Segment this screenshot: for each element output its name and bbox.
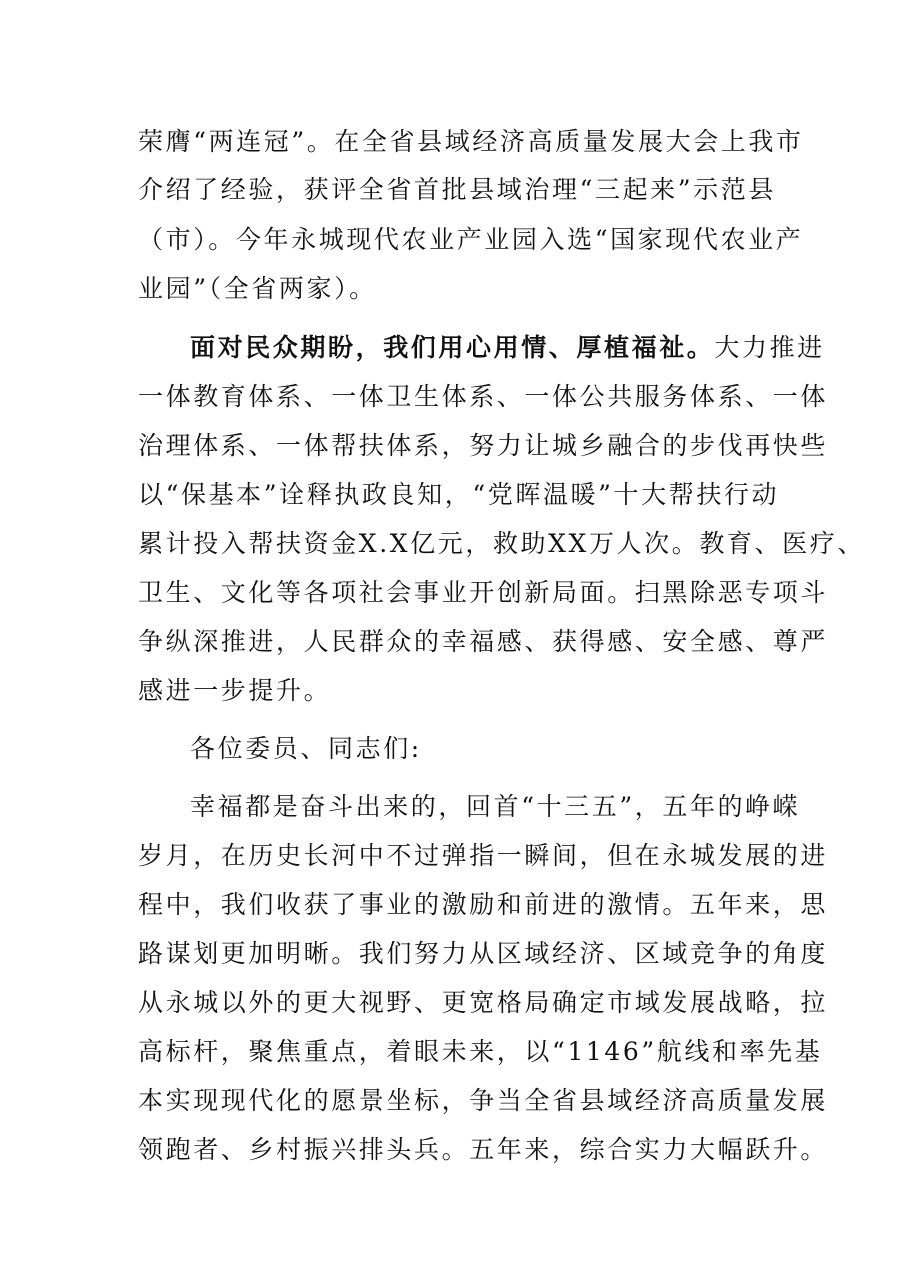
text-line: 累计投入帮扶资金X.X亿元，救助XX万人次。教育、医疗、 (138, 529, 865, 558)
bold-lead-sentence: 面对民众期盼，我们用心用情、厚植福祉。 (190, 333, 715, 362)
text-line: 程中，我们收获了事业的激励和前进的激情。五年来，思 (138, 890, 829, 919)
text-line: 感进一步提升。 (138, 676, 332, 705)
text-line: 介绍了经验，获评全省首批县域治理“三起来”示范县 (138, 175, 776, 204)
text-line: （市）。今年永城现代农业产业园入选“国家现代农业产 (138, 225, 804, 254)
text-line: 荣膺“两连冠”。在全省县域经济高质量发展大会上我市 (138, 127, 804, 156)
text-line: 卫生、文化等各项社会事业开创新局面。扫黑除恶专项斗 (138, 578, 829, 607)
text-line: 以“保基本”诠释执政良知，“党晖温暖”十大帮扶行动 (138, 480, 780, 509)
salutation: 各位委员、同志们: (190, 734, 422, 763)
text-line: 争纵深推进，人民群众的幸福感、获得感、安全感、尊严 (138, 627, 829, 656)
text-line: 幸福都是奋斗出来的，回首“十三五”，五年的峥嵘 (190, 792, 801, 821)
paragraph-lead-line (190, 333, 825, 363)
text-line: 岁月，在历史长河中不过弹指一瞬间，但在永城发展的进 (138, 841, 829, 870)
text-line: 高标杆，聚焦重点，着眼未来，以“1146”航线和率先基 (138, 1037, 823, 1066)
text-line: 路谋划更加明晰。我们努力从区域经济、区域竞争的角度 (138, 939, 829, 968)
text-line: 领跑者、乡村振兴排头兵。五年来，综合实力大幅跃升。 (138, 1135, 829, 1164)
text-line: 从永城以外的更大视野、更宽格局确定市域发展战略，拉 (138, 988, 829, 1017)
text-line: 业园”（全省两家）。 (138, 274, 377, 303)
text-line: 一体教育体系、一体卫生体系、一体公共服务体系、一体 (138, 382, 829, 411)
text-span: 大力推进 (714, 333, 825, 362)
text-line: 本实现现代化的愿景坐标，争当全省县域经济高质量发展 (138, 1086, 829, 1115)
text-line: 治理体系、一体帮扶体系，努力让城乡融合的步伐再快些 (138, 431, 829, 460)
